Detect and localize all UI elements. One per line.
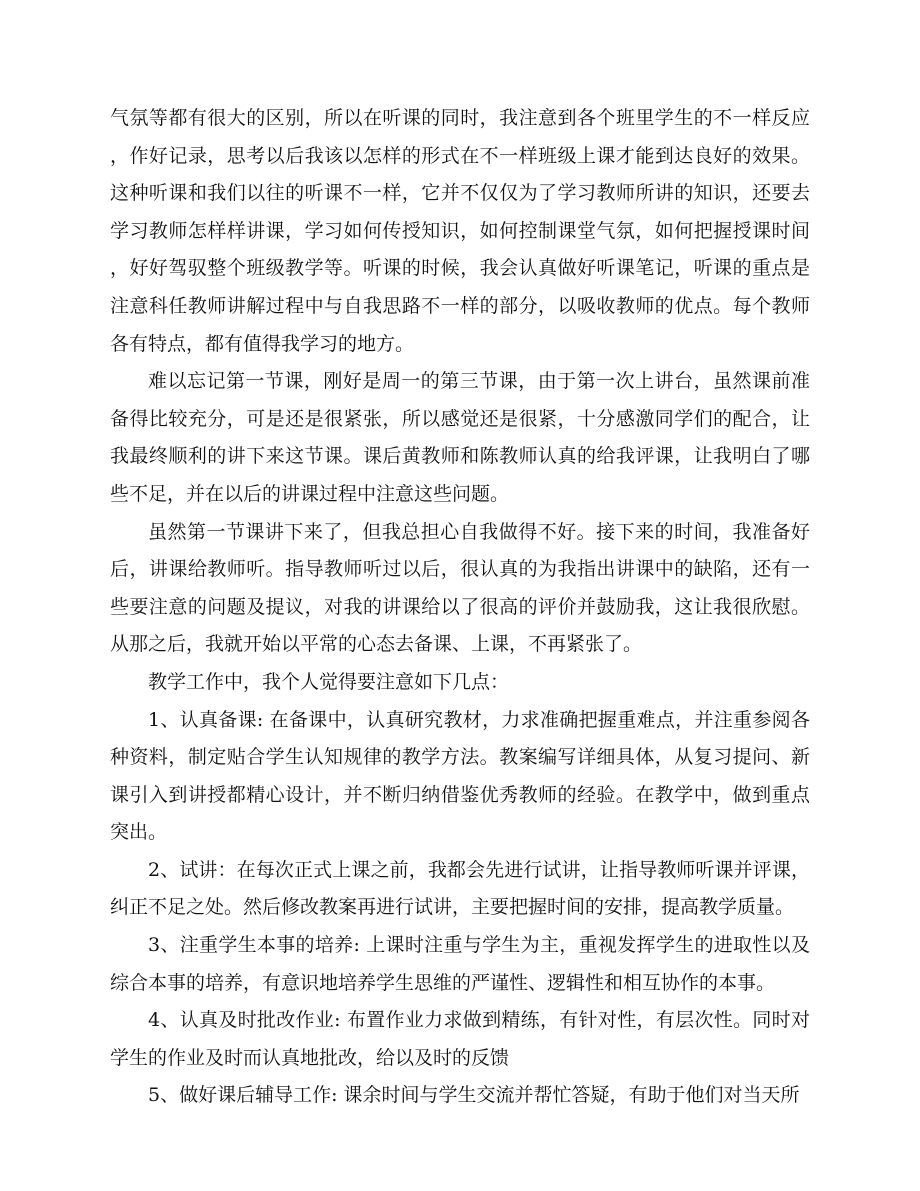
list-item-homework-grading: 4、认真及时批改作业: 布置作业力求做到精练，有针对性，有层次性。同时对学生的作业及时而认真地批改，给以及时的反馈 bbox=[110, 1009, 810, 1069]
list-item-trial-lecture: 2、试讲：在每次正式上课之前，我都会先进行试讲，让指导教师听课并评课，纠正不足之处。然后修改教案再进行试讲，主要把握时间的安排，提高教学质量。 bbox=[110, 858, 810, 919]
list-item-lesson-prep: 1、认真备课: 在备课中，认真研究教材，力求准确把握重难点，并注重参阅各种资料，制定贴合学生认知规律的教学方法。教案编写详细具体，从复习提问、新课引入到讲授都精心设计，并不断归纳借鉴优秀教师的经验。在教学中，做到重点突出。 bbox=[110, 708, 810, 844]
document-page bbox=[110, 100, 810, 1115]
paragraph-teaching-points-intro: 教学工作中，我个人觉得要注意如下几点： bbox=[148, 670, 510, 693]
list-item-ability-training: 3、注重学生本事的培养: 上课时注重与学生为主，重视发挥学生的进取性以及综合本事的培养，有意识地培养学生思维的严谨性、逻辑性和相互协作的本事。 bbox=[110, 934, 810, 994]
paragraph-first-lesson: 难以忘记第一节课，刚好是周一的第三节课，由于第一次上讲台，虽然课前准备得比较充分，可是还是很紧张，所以感觉还是很紧，十分感激同学们的配合，让我最终顺利的讲下来这节课。课后黄教师和陈教师认真的给我评课，让我明白了哪些不足，并在以后的讲课过程中注意这些问题。 bbox=[110, 370, 810, 505]
list-item-after-class-tutoring: 5、做好课后辅导工作: 课余时间与学生交流并帮忙答疑，有助于他们对当天所 bbox=[148, 1084, 800, 1107]
paragraph-after-first-lesson: 虽然第一节课讲下来了，但我总担心自我做得不好。接下来的时间，我准备好后，讲课给教师听。指导教师听过以后，很认真的为我指出讲课中的缺陷，还有一些要注意的问题及提议，对我的讲课给以了很高的评价并鼓励我，这让我很欣慰。从那之后，我就开始以平常的心态去备课、上课，不再紧张了。 bbox=[110, 520, 810, 656]
paragraph-continued: 气氛等都有很大的区别，所以在听课的同时，我注意到各个班里学生的不一样反应，作好记录，思考以后我该以怎样的形式在不一样班级上课才能到达良好的效果。这种听课和我们以往的听课不一样，它并不仅仅为了学习教师所讲的知识，还要去学习教师怎样样讲课，学习如何传授知识，如何控制课堂气氛，如何把握授课时间，好好驾驭整个班级教学等。听课的时候，我会认真做好听课笔记，听课的重点是注意科任教师讲解过程中与自我思路不一样的部分，以吸收教师的优点。每个教师各有特点，都有值得我学习的地方。 bbox=[110, 107, 810, 355]
